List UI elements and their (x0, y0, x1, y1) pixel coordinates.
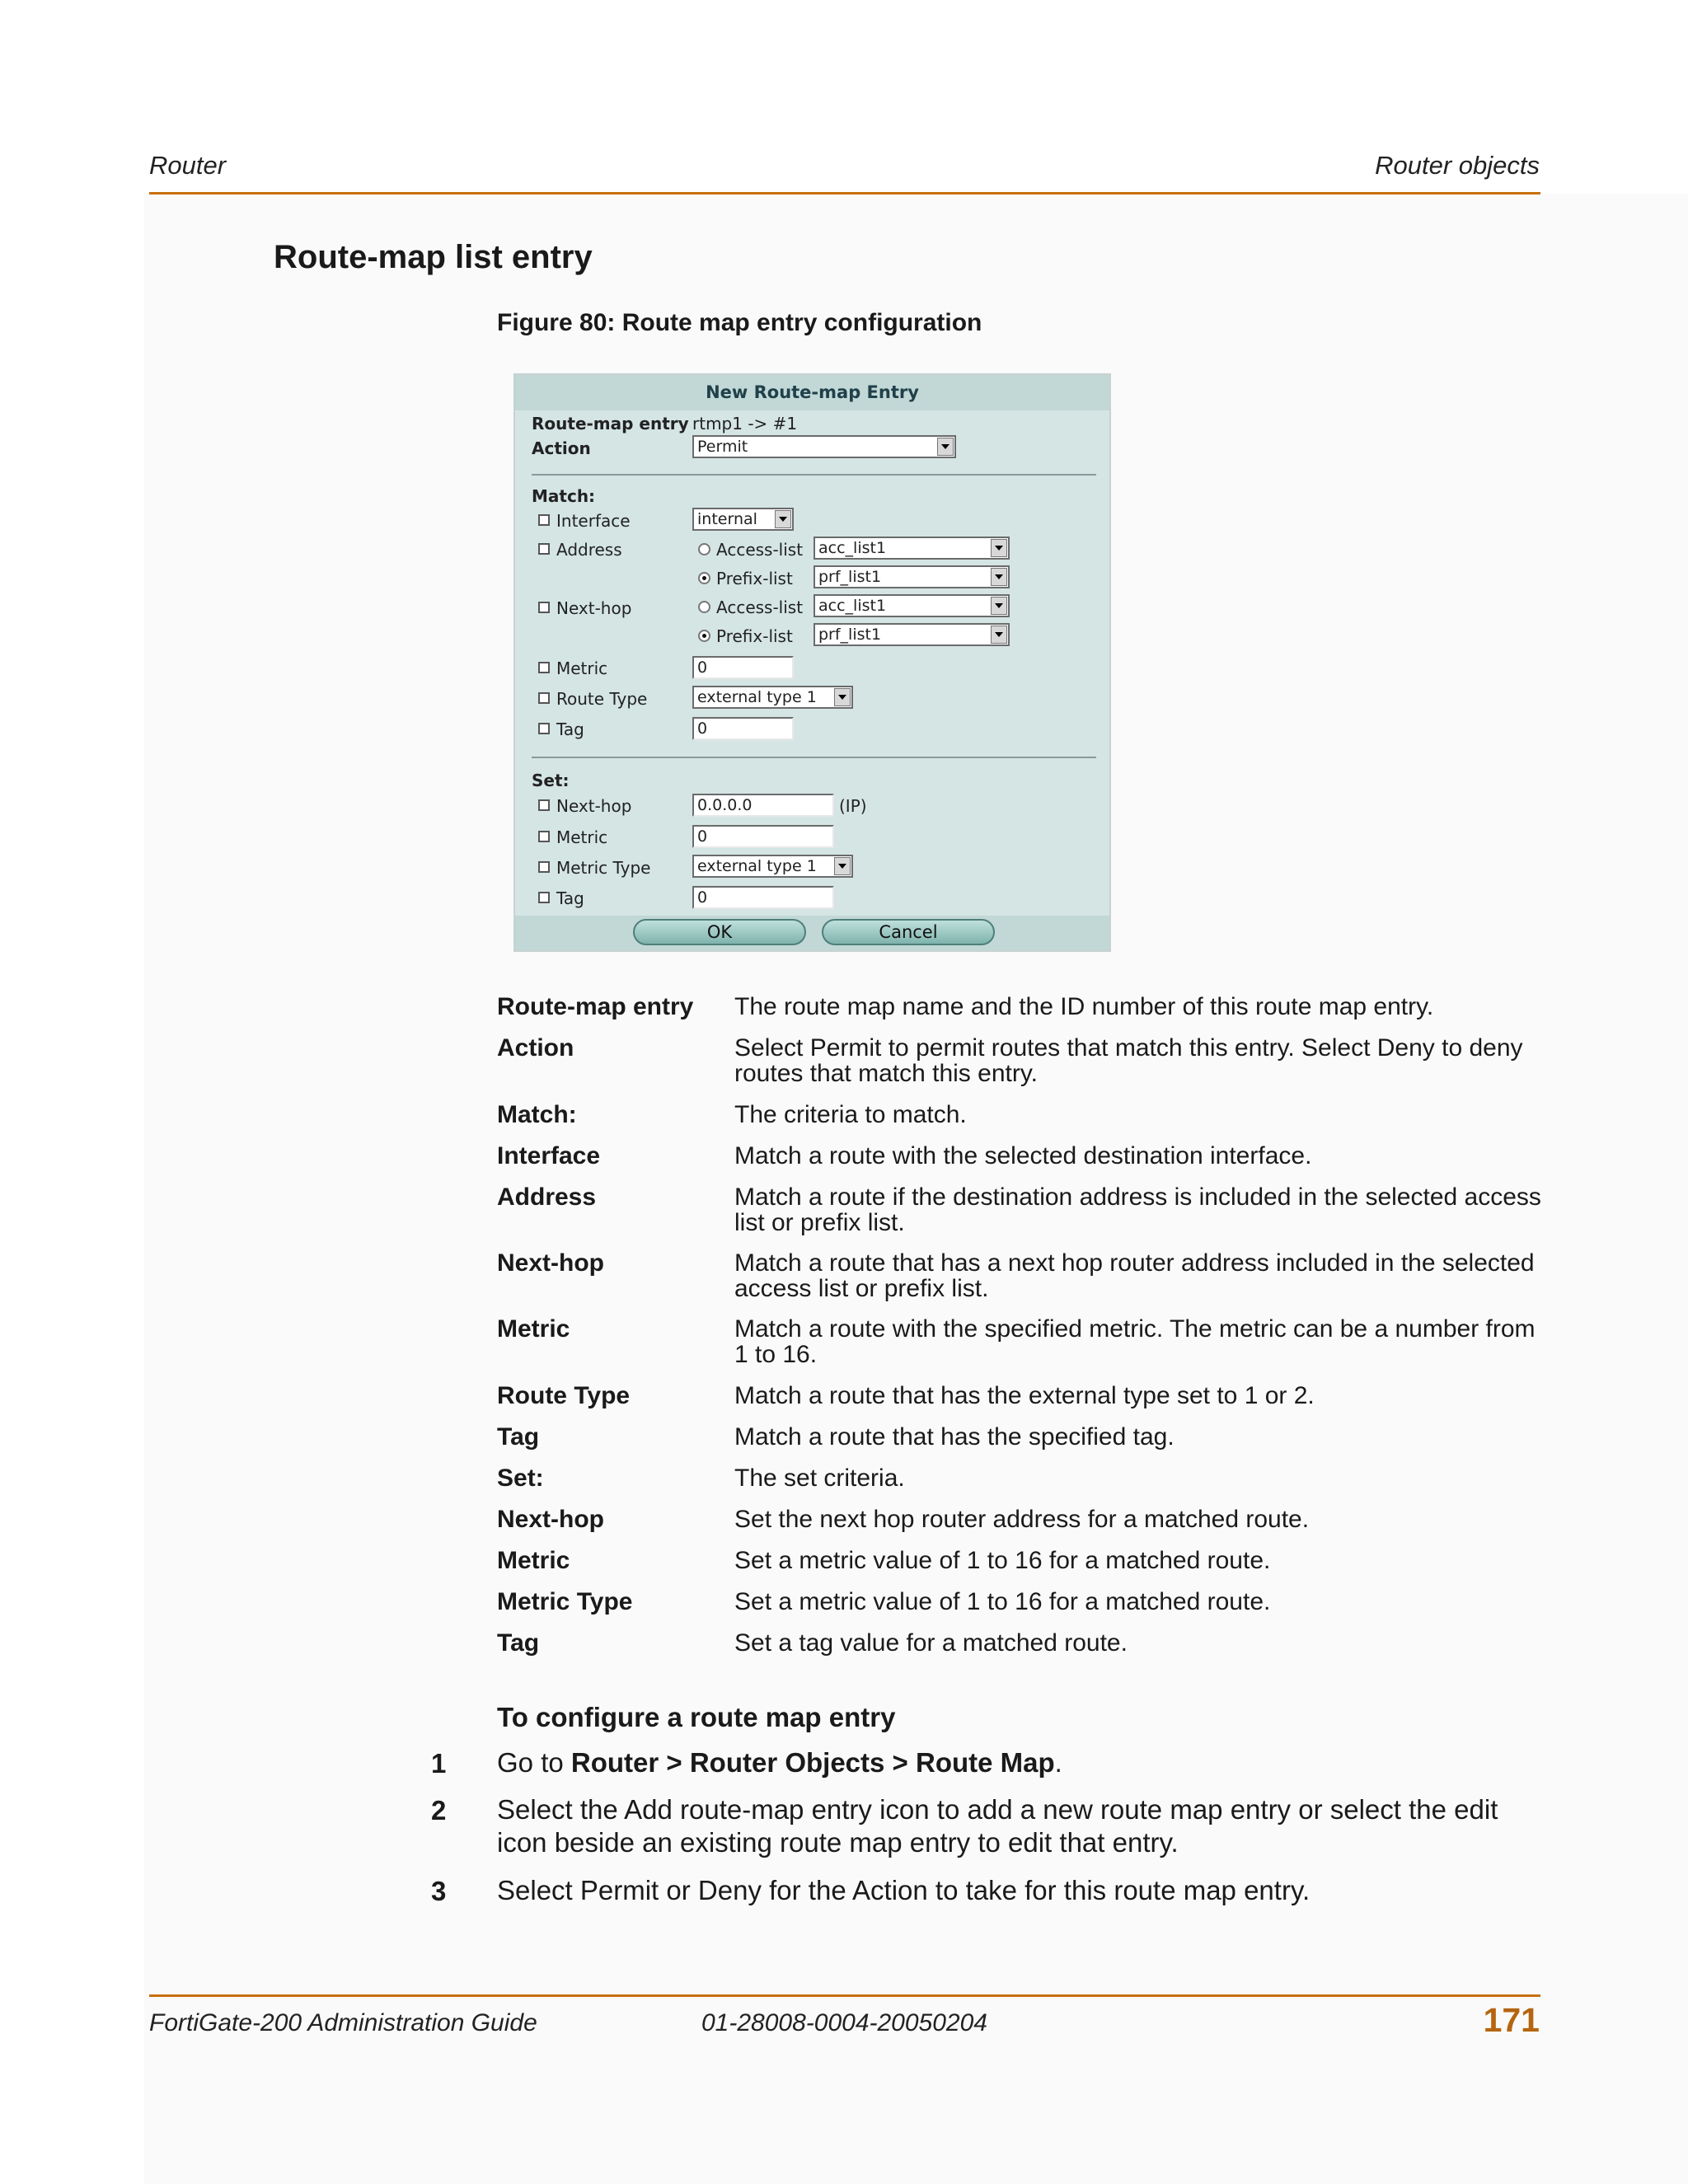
definition: Select Permit to permit routes that match this entry. Select Deny to deny routes that match this entry. (734, 1034, 1523, 1087)
match-address-label: Address (556, 540, 622, 560)
procedure-title: To configure a route map entry (497, 1702, 896, 1732)
step-number: 3 (431, 1876, 447, 1906)
chevron-down-icon (991, 568, 1007, 586)
nexthop-access-list-select[interactable] (814, 594, 1010, 617)
nexthop-prefix-list-radio[interactable] (698, 630, 710, 642)
match-tag-checkbox[interactable] (538, 723, 550, 734)
term: Tag (497, 1629, 540, 1657)
match-route-type-checkbox[interactable] (538, 692, 550, 704)
nexthop-access-list-value: acc_list1 (818, 597, 887, 615)
nexthop-prefix-list-select[interactable] (814, 623, 1010, 646)
definition: The route map name and the ID number of this route map entry. (734, 993, 1434, 1020)
set-tag-input[interactable]: 0 (692, 886, 834, 909)
cancel-button[interactable]: Cancel (822, 919, 995, 945)
term: Next-hop (497, 1249, 604, 1277)
term: Address (497, 1183, 597, 1211)
page-number: 171 (1483, 2001, 1540, 2039)
set-metric-type-select[interactable] (692, 855, 853, 878)
address-prefix-list-value: prf_list1 (818, 568, 882, 586)
set-metric-checkbox[interactable] (538, 831, 550, 842)
set-metric-input[interactable]: 0 (692, 825, 834, 848)
definition: Set a tag value for a matched route. (734, 1629, 1128, 1657)
match-interface-checkbox[interactable] (538, 514, 550, 526)
chevron-down-icon (775, 510, 791, 528)
definition: Match a route that has a next hop router address included in the selected access list or prefix list. (734, 1249, 1535, 1302)
dialog-footer (515, 916, 1109, 950)
nexthop-prefix-list-label: Prefix-list (716, 626, 793, 646)
set-nexthop-checkbox[interactable] (538, 799, 550, 811)
step-number: 1 (431, 1748, 447, 1779)
address-access-list-label: Access-list (716, 540, 804, 560)
footer-guide-title: FortiGate-200 Administration Guide (149, 2009, 537, 2036)
match-tag-label: Tag (556, 719, 584, 739)
match-section-label: Match: (532, 486, 596, 506)
term: Match: (497, 1101, 577, 1128)
term: Tag (497, 1423, 540, 1451)
match-interface-value: internal (697, 510, 757, 528)
set-tag-checkbox[interactable] (538, 892, 550, 903)
term: Route-map entry (497, 993, 694, 1020)
set-section-label: Set: (532, 771, 570, 790)
set-metric-type-value: external type 1 (697, 857, 817, 875)
definition: Match a route with the selected destination interface. (734, 1142, 1312, 1169)
action-select-value: Permit (697, 438, 748, 456)
address-access-list-radio[interactable] (698, 543, 710, 555)
definition: Match a route with the specified metric. The metric can be a number from 1 to 16. (734, 1315, 1536, 1368)
step-text: Select Permit or Deny for the Action to take for this route map entry. (497, 1875, 1311, 1905)
term: Metric (497, 1547, 570, 1574)
action-select[interactable] (692, 435, 956, 458)
step-text-post: . (1054, 1747, 1062, 1778)
definition: Set a metric value of 1 to 16 for a matched route. (734, 1588, 1271, 1615)
chevron-down-icon (834, 688, 851, 706)
step-number: 2 (431, 1795, 447, 1825)
step-text (497, 1746, 1536, 1779)
route-map-entry-dialog (513, 373, 1111, 952)
address-access-list-value: acc_list1 (818, 539, 887, 557)
definition: Match a route if the destination address is included in the selected access list or prefix list. (734, 1183, 1541, 1236)
definition: The set criteria. (734, 1465, 905, 1492)
match-metric-input[interactable]: 0 (692, 656, 794, 679)
figure-caption: Figure 80: Route map entry configuration (497, 309, 982, 336)
match-metric-label: Metric (556, 658, 608, 678)
chevron-down-icon (991, 539, 1007, 557)
definition: Set a metric value of 1 to 16 for a matched route. (734, 1547, 1271, 1574)
term: Set: (497, 1465, 544, 1492)
menu-path: Router > Router Objects > Route Map (570, 1747, 1055, 1778)
set-nexthop-input[interactable]: 0.0.0.0 (692, 794, 834, 817)
set-nexthop-label: Next-hop (556, 796, 632, 816)
term: Action (497, 1034, 574, 1062)
address-prefix-list-radio[interactable] (698, 572, 710, 584)
match-nexthop-label: Next-hop (556, 598, 632, 618)
address-prefix-list-label: Prefix-list (716, 569, 793, 588)
match-metric-checkbox[interactable] (538, 662, 550, 673)
term: Route Type (497, 1382, 631, 1409)
definition: Match a route that has the external type set to 1 or 2. (734, 1382, 1315, 1409)
nexthop-access-list-radio[interactable] (698, 601, 710, 613)
nexthop-prefix-list-value: prf_list1 (818, 626, 882, 644)
header-rule (149, 192, 1540, 194)
term: Interface (497, 1142, 601, 1169)
chevron-down-icon (937, 438, 954, 456)
set-tag-label: Tag (556, 888, 584, 908)
chevron-down-icon (834, 857, 851, 875)
section-title: Route-map list entry (274, 239, 593, 275)
chevron-down-icon (991, 626, 1007, 644)
divider (532, 757, 1096, 758)
match-route-type-label: Route Type (556, 689, 648, 709)
match-nexthop-checkbox[interactable] (538, 602, 550, 613)
step-text: Select the Add route-map entry icon to add a new route map entry or select the edit icon beside an existing route map entry to edit that entry. (497, 1794, 1498, 1858)
address-access-list-select[interactable] (814, 537, 1010, 560)
definition: Match a route that has the specified tag. (734, 1423, 1175, 1451)
set-metric-label: Metric (556, 827, 608, 847)
match-interface-select[interactable] (692, 508, 794, 531)
term: Next-hop (497, 1506, 604, 1533)
footer-rule (149, 1994, 1540, 1997)
match-interface-label: Interface (556, 511, 631, 531)
divider (532, 474, 1096, 476)
nexthop-access-list-label: Access-list (716, 598, 804, 617)
header-right: Router objects (1375, 151, 1540, 180)
definition: Set the next hop router address for a matched route. (734, 1506, 1310, 1533)
route-map-entry-value: rtmp1 -> #1 (692, 414, 798, 434)
action-label: Action (532, 438, 591, 458)
set-metric-type-checkbox[interactable] (538, 861, 550, 873)
set-metric-type-label: Metric Type (556, 858, 651, 878)
term: Metric (497, 1315, 570, 1343)
header-left: Router (149, 151, 227, 180)
route-map-entry-label: Route-map entry (532, 414, 689, 434)
step-text-pre: Go to (497, 1747, 571, 1778)
ip-hint: (IP) (839, 796, 867, 816)
match-route-type-select[interactable] (692, 686, 853, 709)
term: Metric Type (497, 1588, 633, 1615)
match-route-type-value: external type 1 (697, 688, 817, 706)
footer-doc-id: 01-28008-0004-20050204 (701, 2009, 987, 2036)
match-tag-input[interactable]: 0 (692, 717, 794, 740)
match-address-checkbox[interactable] (538, 543, 550, 555)
ok-button[interactable]: OK (633, 919, 806, 945)
address-prefix-list-select[interactable] (814, 565, 1010, 588)
dialog-title: New Route-map Entry (515, 375, 1109, 410)
definition: The criteria to match. (734, 1101, 967, 1128)
chevron-down-icon (991, 597, 1007, 615)
